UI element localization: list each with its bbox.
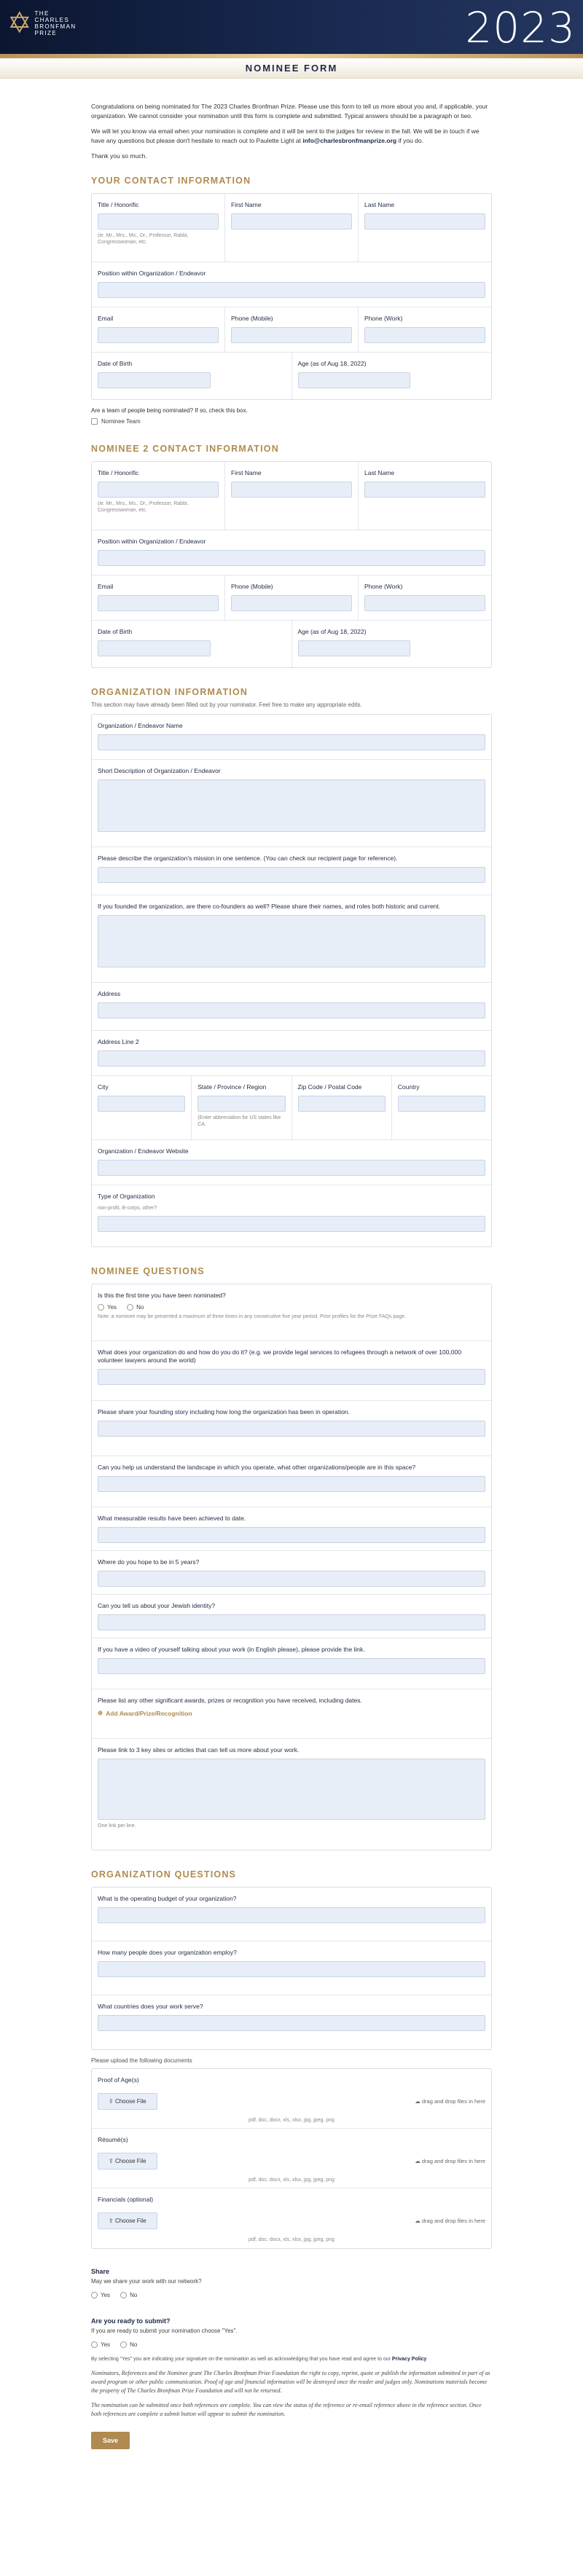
choose-file-button-1[interactable]: ⇪ Choose File [98, 2093, 157, 2110]
label-state: State / Province / Region [197, 1083, 267, 1091]
founders-textarea[interactable] [98, 915, 485, 967]
label-q6: Where do you hope to be in 5 years? [98, 1558, 200, 1566]
label-phone-mobile-2: Phone (Mobile) [231, 583, 273, 590]
radio-circle[interactable] [91, 2341, 98, 2348]
label-title: Title / Honorific [98, 201, 139, 208]
save-button[interactable]: Save [91, 2432, 130, 2449]
dropzone-1[interactable]: ☁ drag and drop files in here [415, 2098, 485, 2105]
choose-file-button-3[interactable]: ⇪ Choose File [98, 2212, 157, 2229]
org-note: This section may have already been filled out by your nominator. Feel free to make any appropriate edits. [91, 702, 362, 708]
position-input-2[interactable] [98, 550, 485, 566]
dropzone-2[interactable]: ☁ drag and drop files in here [415, 2158, 485, 2164]
section-org-questions: ORGANIZATION QUESTIONS [91, 1869, 237, 1880]
section-contact2: NOMINEE 2 CONTACT INFORMATION [91, 444, 279, 454]
label-age-2: Age (as of Aug 18, 2022) [297, 628, 367, 635]
label-title-2: Title / Honorific [98, 469, 139, 476]
q7-input[interactable] [98, 1614, 485, 1630]
title-help-2: (ie. Mr., Mrs., Ms., Dr., Professor, Rabbi, Congresswoman, etc. [98, 501, 189, 513]
upload-icon: ⇪ [109, 2218, 115, 2224]
label-q10: Please link to 3 key sites or articles that can tell us more about your work. [98, 1746, 300, 1754]
label-employees: How many people does your organization employ? [98, 1949, 237, 1956]
prize-logo[interactable] [7, 9, 77, 38]
last-name-input[interactable] [364, 213, 485, 229]
title-input[interactable] [98, 213, 219, 229]
label-q9: Please list any other significant awards, prizes or recognition you have received, including dates. [98, 1697, 362, 1704]
intro-p1: Congratulations on being nominated for The 2023 Charles Bronfman Prize. Please use this form to tell us more about you and, if applicable, your organization. We cannot consider your nomination until this form is complete and submitted. Typical answers should be a paragraph or two. [91, 103, 488, 119]
contact2-box [91, 461, 492, 668]
contact-email-link[interactable]: info@charlesbronfmanprize.org [302, 137, 397, 144]
label-doc3: Financials (optional) [98, 2196, 154, 2203]
label-phone-work-2: Phone (Work) [364, 583, 403, 590]
submit-section [91, 2317, 492, 2449]
submit-no[interactable]: No [120, 2341, 137, 2348]
label-mission: Please describe the organization's mission in one sentence. (You can check our recipient page for reference). [98, 855, 398, 862]
cloud-icon: ☁ [415, 2158, 422, 2164]
submit-yes[interactable]: Yes [91, 2341, 110, 2348]
q5-input[interactable] [98, 1527, 485, 1543]
mission-input[interactable] [98, 867, 485, 883]
email-field-2[interactable] [98, 595, 219, 611]
upload-icon: ⇪ [109, 2098, 115, 2105]
nominee-questions-box [91, 1284, 492, 1850]
label-first-2: First Name [231, 469, 262, 476]
radio-circle[interactable] [127, 1304, 133, 1311]
label-position-2: Position within Organization / Endeavor [98, 538, 206, 545]
nominee-team-checkbox[interactable]: Nominee Team [91, 418, 492, 425]
countries-input[interactable] [98, 2015, 485, 2031]
phone-mobile-input-2[interactable] [231, 595, 352, 611]
phone-work-input-2[interactable] [364, 595, 485, 611]
address-input[interactable] [98, 1002, 485, 1018]
upload-icon: ⇪ [109, 2158, 115, 2164]
section-nominee-questions: NOMINEE QUESTIONS [91, 1266, 205, 1276]
add-award-button[interactable]: ⊕ Add Award/Prize/Recognition [98, 1709, 192, 1717]
intro-p3: Thank you so much. [91, 152, 147, 160]
label-address2: Address Line 2 [98, 1038, 139, 1045]
header-banner [0, 0, 583, 54]
share-title: Share [91, 2268, 110, 2275]
budget-input[interactable] [98, 1907, 485, 1923]
label-email: Email [98, 315, 114, 322]
label-doc1: Proof of Age(s) [98, 2076, 139, 2084]
label-org-short: Short Description of Organization / Endeavor [98, 767, 221, 774]
radio-circle[interactable] [98, 1304, 104, 1311]
cloud-icon: ☁ [415, 2098, 422, 2105]
label-dob: Date of Birth [98, 360, 133, 367]
label-org-name: Organization / Endeavor Name [98, 722, 183, 729]
state-help: (Enter abbreviation for US states like CA. [197, 1115, 281, 1127]
label-address: Address [98, 990, 121, 997]
dropzone-3[interactable]: ☁ drag and drop files in here [415, 2218, 485, 2224]
label-founders: If you founded the organization, are there co-founders as well? Please share their names, and roles both historic and current. [98, 903, 441, 910]
star-of-david-icon: ✡ [7, 7, 32, 39]
q8-input[interactable] [98, 1658, 485, 1674]
plus-circle-icon: ⊕ [98, 1709, 103, 1716]
privacy-note: By selecting "Yes" you are indicating your signature on the nomination as well as acknowledging that you have read and agree to our Privacy Policy [91, 2357, 427, 2362]
label-city: City [98, 1083, 109, 1091]
label-first-time: Is this the first time you have been nominated? [98, 1292, 226, 1299]
types-3: pdf, doc, docx, xls, xlsx, jpg, jpeg, png [249, 2237, 334, 2242]
label-first: First Name [231, 201, 262, 208]
q2-input[interactable] [98, 1369, 485, 1385]
org-type-help: non-profit, B-corps, other? [98, 1206, 157, 1211]
label-budget: What is the operating budget of your organization? [98, 1895, 237, 1902]
email-field[interactable] [98, 327, 219, 343]
share-question: May we share your work with our network? [91, 2278, 202, 2285]
state-input[interactable] [197, 1096, 285, 1112]
label-q7: Can you tell us about your Jewish identity? [98, 1602, 216, 1609]
org-box [91, 714, 492, 1247]
dob-input[interactable] [98, 372, 211, 388]
label-age: Age (as of Aug 18, 2022) [297, 360, 367, 367]
legal-text-2: The nomination can be submitted once both references are complete. You can view the status of the reference or re-email reference above in the reference section. Once both references are complete a submit button will appear to submit the nomination. [91, 2402, 482, 2417]
form-title-bar [0, 58, 583, 79]
label-q4: Can you help us understand the landscape in which you operate, what other organizations/people are in this space? [98, 1464, 416, 1471]
q6-input[interactable] [98, 1571, 485, 1587]
label-phone-work: Phone (Work) [364, 315, 403, 322]
year-label: 2023 [465, 3, 576, 52]
org-type-input[interactable] [98, 1216, 485, 1232]
label-countries: What countries does your work serve? [98, 2003, 203, 2010]
employees-input[interactable] [98, 1961, 485, 1977]
age-input[interactable] [298, 372, 411, 388]
page-title: NOMINEE FORM [245, 63, 338, 74]
zip-input[interactable] [298, 1096, 386, 1112]
label-zip: Zip Code / Postal Code [297, 1083, 362, 1091]
first-name-input-2[interactable] [231, 482, 352, 498]
dob-input-2[interactable] [98, 640, 211, 656]
label-org-type: Type of Organization [98, 1193, 155, 1200]
intro-text [91, 102, 492, 161]
position-input[interactable] [98, 282, 485, 298]
country-input[interactable] [398, 1096, 485, 1112]
q10-help: One link per line. [98, 1823, 136, 1829]
first-name-input[interactable] [231, 213, 352, 229]
address2-input[interactable] [98, 1051, 485, 1067]
upload-note: Please upload the following documents [91, 2057, 192, 2064]
label-dob-2: Date of Birth [98, 628, 133, 635]
cloud-icon: ☁ [415, 2218, 422, 2224]
label-q2: What does your organization do and how do you do it? (e.g. we provide legal services to refugees through a network of over 100,000 volunteer lawyers around the world) [98, 1348, 461, 1364]
label-position: Position within Organization / Endeavor [98, 270, 206, 277]
radio-circle[interactable] [120, 2292, 127, 2298]
label-country: Country [397, 1083, 420, 1091]
phone-mobile-input[interactable] [231, 327, 352, 343]
privacy-link[interactable]: Privacy Policy [391, 2357, 427, 2362]
org-short-textarea[interactable] [98, 780, 485, 832]
q3-input[interactable] [98, 1421, 485, 1437]
legal-text-1: Nominators, References and the Nominee grant The Charles Bronfman Prize Foundation the right to copy, reprint, quote or publish the information submitted in part of as award program or other public communication. Proof of age and financial information will be destroyed once the reader and judges only. Nominations materials become the property of The Charles Bronfman Prize Foundation and will not be returned. [91, 2370, 490, 2394]
label-phone-mobile: Phone (Mobile) [231, 315, 273, 322]
section-contact: YOUR CONTACT INFORMATION [91, 176, 251, 186]
first-time-radio-group [98, 1304, 485, 1311]
title-input-2[interactable] [98, 482, 219, 498]
share-yes[interactable]: Yes [91, 2292, 110, 2298]
submit-radio-group [91, 2341, 492, 2348]
radio-circle[interactable] [91, 2292, 98, 2298]
share-no[interactable]: No [120, 2292, 137, 2298]
first-time-help: Note: a nominee may be presented a maximum of three times in any consecutive five year period. Prior profiles for the Prize FAQs page. [98, 1314, 406, 1319]
phone-work-input[interactable] [364, 327, 485, 343]
q10-textarea[interactable] [98, 1759, 485, 1820]
radio-circle[interactable] [120, 2341, 127, 2348]
city-input[interactable] [98, 1096, 185, 1112]
upload-box [91, 2068, 492, 2249]
section-org: ORGANIZATION INFORMATION [91, 687, 249, 697]
label-q3: Please share your founding story including how long the organization has been in operation. [98, 1408, 350, 1415]
title-help: (ie. Mr., Mrs., Ms., Dr., Professor, Rabbi, Congresswoman, etc. [98, 233, 189, 245]
q4-input[interactable] [98, 1476, 485, 1492]
label-website: Organization / Endeavor Website [98, 1147, 189, 1155]
org-name-input[interactable] [98, 734, 485, 750]
submit-title: Are you ready to submit? [91, 2317, 171, 2325]
types-1: pdf, doc, docx, xls, xlsx, jpg, jpeg, png [249, 2118, 334, 2123]
label-q8: If you have a video of yourself talking about your work (in English please), please provide the link. [98, 1646, 365, 1653]
choose-file-button-2[interactable]: ⇪ Choose File [98, 2153, 157, 2169]
contact-box [91, 193, 492, 400]
radio-yes[interactable]: Yes [98, 1304, 117, 1311]
share-radio-group [91, 2292, 492, 2298]
checkbox-box[interactable] [91, 418, 98, 425]
label-q5: What measurable results have been achieved to date. [98, 1515, 246, 1522]
org-questions-box [91, 1887, 492, 2050]
label-email-2: Email [98, 583, 114, 590]
radio-no[interactable]: No [127, 1304, 144, 1311]
share-section [91, 2268, 492, 2298]
label-last-2: Last Name [364, 469, 395, 476]
team-question: Are a team of people being nominated? If so, check this box. [91, 407, 248, 414]
website-input[interactable] [98, 1160, 485, 1176]
intro-p2: We will let you know via email when your nomination is complete and it will be sent to the judges for review in the fall. We will be in touch if we have any questions but please don't hesitate to reach out to Paulette Light at info@charlesbronfmanprize.org if you do. [91, 127, 480, 144]
last-name-input-2[interactable] [364, 482, 485, 498]
logo-text: THE CHARLES BRONFMAN PRIZE [34, 10, 77, 36]
label-doc2: Résumé(s) [98, 2136, 128, 2143]
label-last: Last Name [364, 201, 395, 208]
age-input-2[interactable] [298, 640, 411, 656]
types-2: pdf, doc, docx, xls, xlsx, jpg, jpeg, png [249, 2178, 334, 2183]
submit-question: If you are ready to submit your nomination choose "Yes". [91, 2328, 238, 2334]
